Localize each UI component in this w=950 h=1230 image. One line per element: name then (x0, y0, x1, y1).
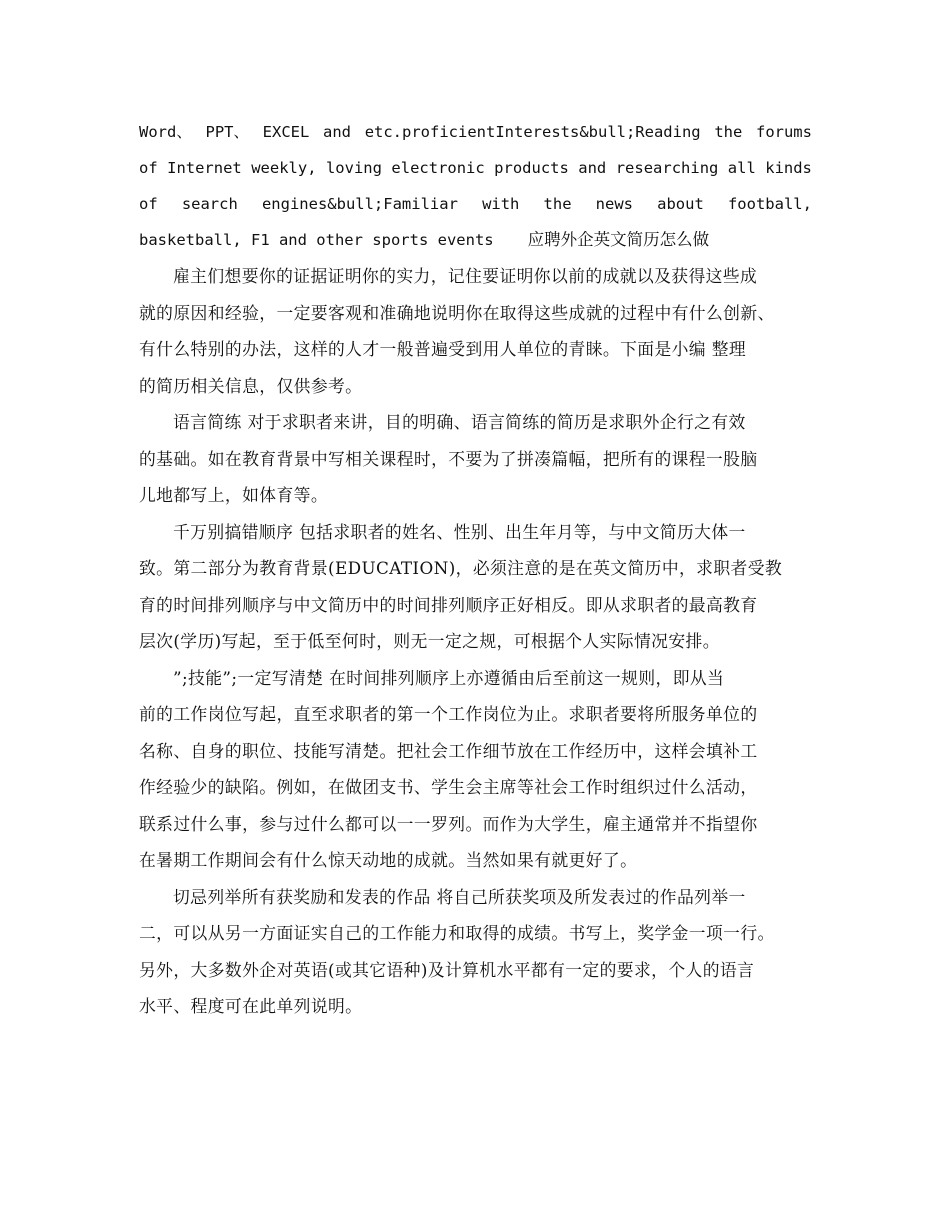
word: EXCEL (262, 123, 310, 141)
word: Internet (167, 159, 242, 177)
paragraph-line: ”;技能”;一定写清楚 在时间排列顺序上亦遵循由后至前这一规则，即从当 (173, 667, 725, 688)
word: products (494, 159, 569, 177)
word: and (578, 159, 607, 177)
paragraph-line: 二，可以从另一方面证实自己的工作能力和取得的成绩。书写上，奖学金一项一行。 (139, 923, 775, 943)
word: the (714, 123, 743, 141)
article-title: 应聘外企英文简历怎么做 (527, 230, 710, 249)
paragraph-line: 就的原因和经验，一定要客观和准确地说明你在取得这些成就的过程中有什么创新、 (139, 302, 775, 323)
word: about (657, 195, 704, 213)
english-line-3 (139, 186, 812, 222)
document-page (139, 114, 812, 1025)
paragraph-line: 有什么特别的办法，这样的人才一般普遍受到用人单位的青睐。下面是小编 整理 (139, 339, 747, 359)
word: with (482, 195, 520, 213)
english-line-4 (139, 222, 812, 258)
paragraph-line: 名称、自身的职位、技能写清楚。把社会工作细节放在工作经历中，这样会填补工 (139, 740, 758, 761)
paragraph (139, 514, 812, 660)
paragraph-line: 作经验少的缺陷。例如，在做团支书、学生会主席等社会工作时组织过什么活动， (139, 777, 758, 797)
paragraph-line: 另外，大多数外企对英语(或其它语种)及计算机水平都有一定的要求，个人的语言 (139, 959, 755, 980)
paragraph-line: 在暑期工作期间会有什么惊天动地的成就。当然如果有就更好了。 (139, 850, 638, 870)
word: loving (325, 159, 382, 177)
word: news (595, 195, 633, 213)
word: kinds (765, 159, 812, 177)
paragraph-line: 前的工作岗位写起，直至求职者的第一个工作岗位为止。求职者要将所服务单位的 (139, 704, 758, 724)
paragraph-line: 水平、程度可在此单列说明。 (139, 996, 363, 1016)
english-block (139, 114, 812, 258)
paragraph-line: 的基础。如在教育背景中写相关课程时，不要为了拼凑篇幅，把所有的课程一股脑 (139, 448, 758, 469)
english-line-1 (139, 114, 812, 150)
word: forums (755, 123, 812, 141)
paragraph-line: 切忌列举所有获奖励和发表的作品 将自己所获奖项及所发表过的作品列举一 (173, 886, 746, 907)
word: search (181, 195, 238, 213)
word: football, (727, 195, 812, 213)
paragraph-line: 儿地都写上，如体育等。 (139, 485, 328, 505)
english-line-2 (139, 150, 812, 186)
word: weekly, (251, 159, 317, 177)
word: of (139, 159, 158, 177)
paragraph-line: 语言简练 对于求职者来讲，目的明确、语言简练的简历是求职外企行之有效 (173, 412, 746, 432)
word: engines&bull;Familiar (261, 195, 458, 213)
paragraph (139, 879, 812, 1025)
paragraph (139, 404, 812, 514)
paragraph-line: 致。第二部分为教育背景(EDUCATION)，必须注意的是在英文简历中，求职者受教 (139, 558, 783, 578)
word: and (323, 123, 352, 141)
word: etc.proficientInterests&bull;Reading (364, 123, 701, 141)
paragraph-line: 层次(学历)写起，至于低至何时，则无一定之规，可根据个人实际情况安排。 (139, 631, 720, 651)
paragraph-line: 千万别搞错顺序 包括求职者的姓名、性别、出生年月等，与中文简历大体一 (173, 521, 746, 542)
paragraph-line: 育的时间排列顺序与中文简历中的时间排列顺序正好相反。即从求职者的最高教育 (139, 594, 758, 615)
english-text: basketball, F1 and other sports events (139, 231, 494, 249)
word: all (727, 159, 756, 177)
word: Word、 (139, 123, 192, 141)
word: PPT、 (205, 123, 249, 141)
word: of (139, 195, 158, 213)
paragraph-line: 雇主们想要你的证据证明你的实力，记住要证明你以前的成就以及获得这些成 (173, 266, 758, 286)
word: researching (615, 159, 719, 177)
paragraph-line: 联系过什么事，参与过什么都可以一一罗列。而作为大学生，雇主通常并不指望你 (139, 813, 758, 834)
paragraph (139, 660, 812, 879)
word: the (543, 195, 572, 213)
word: electronic (391, 159, 485, 177)
paragraph-line: 的简历相关信息，仅供参考。 (139, 375, 363, 396)
paragraph (139, 258, 812, 404)
